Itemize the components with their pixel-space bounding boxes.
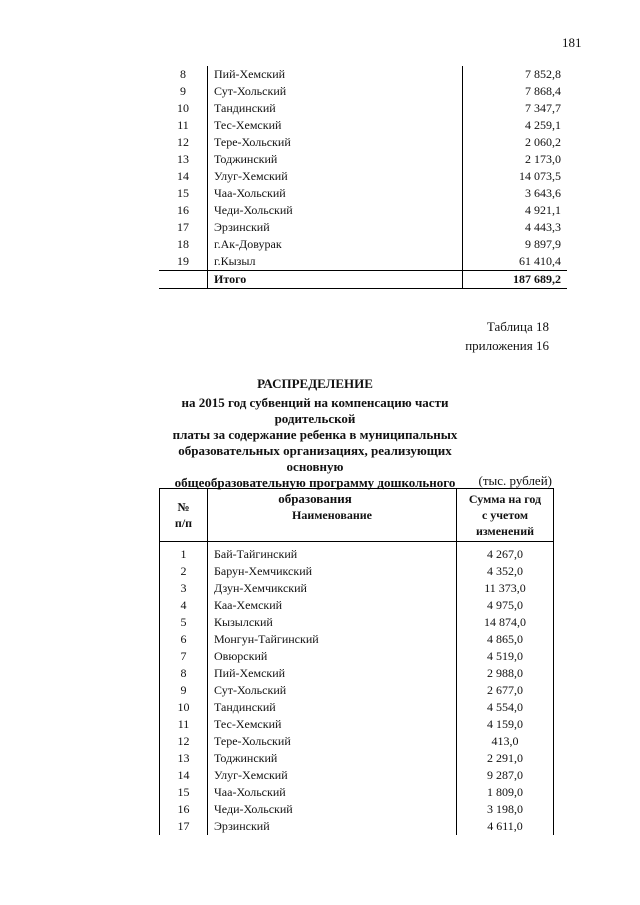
row-value: 9 897,9 — [525, 237, 561, 251]
table-reference-line2: приложения 16 — [465, 338, 549, 353]
total-row — [159, 271, 567, 289]
row-name: Эрзинский — [208, 219, 463, 236]
row-number: 2 — [160, 563, 208, 580]
row-value: 4 159,0 — [457, 716, 554, 733]
heading-title: РАСПРЕДЕЛЕНИЕ — [257, 376, 373, 391]
row-value: 7 852,8 — [525, 67, 561, 81]
row-value: 4 554,0 — [457, 699, 554, 716]
row-value: 9 287,0 — [457, 767, 554, 784]
heading-line: на 2015 год субвенций на компенсацию части родительской — [181, 395, 449, 426]
row-name: Барун-Хемчикский — [208, 563, 457, 580]
table-row — [160, 631, 554, 648]
row-value: 2 291,0 — [457, 750, 554, 767]
row-name: Чаа-Хольский — [208, 185, 463, 202]
row-name: Овюрский — [208, 648, 457, 665]
header-sum-line3: изменений — [475, 524, 535, 538]
row-value: 2 173,0 — [525, 152, 561, 166]
table-row — [160, 614, 554, 631]
row-name: Чеди-Хольский — [208, 801, 457, 818]
row-name: Тес-Хемский — [208, 716, 457, 733]
row-number: 18 — [159, 236, 208, 253]
table-row — [160, 597, 554, 614]
row-value: 2 677,0 — [457, 682, 554, 699]
heading-line: платы за содержание ребенка в муниципальных — [172, 427, 458, 442]
row-number: 6 — [160, 631, 208, 648]
row-number: 17 — [160, 818, 208, 835]
header-sum-line1: Сумма на год — [468, 492, 542, 506]
row-name: г.Ак-Довурак — [208, 236, 463, 253]
row-value: 14 874,0 — [457, 614, 554, 631]
heading-line: образовательных организациях, реализующих основную — [178, 443, 452, 474]
table-row — [159, 100, 567, 117]
row-number: 14 — [160, 767, 208, 784]
table-row — [160, 801, 554, 818]
table-row — [160, 733, 554, 750]
row-name: Тере-Хольский — [208, 733, 457, 750]
table-reference-line1: Таблица 18 — [486, 319, 549, 334]
table-row — [160, 665, 554, 682]
table-reference — [465, 317, 549, 355]
table-row — [159, 202, 567, 219]
row-number: 4 — [160, 597, 208, 614]
header-sum — [457, 489, 554, 542]
row-value: 4 921,1 — [525, 203, 561, 217]
row-name: Тандинский — [208, 699, 457, 716]
row-name: Улуг-Хемский — [208, 168, 463, 185]
row-number: 16 — [159, 202, 208, 219]
row-number: 12 — [159, 134, 208, 151]
row-value: 4 267,0 — [457, 542, 554, 564]
table-row — [160, 580, 554, 597]
heading-line: общеобразовательную программу дошкольного образования — [174, 475, 456, 506]
table-row — [159, 151, 567, 168]
row-number: 15 — [160, 784, 208, 801]
row-number: 11 — [159, 117, 208, 134]
row-number: 19 — [159, 253, 208, 271]
row-value: 14 073,5 — [519, 169, 561, 183]
units-label: (тыс. рублей) — [478, 473, 552, 488]
header-number-line2: п/п — [174, 516, 193, 530]
row-number: 8 — [159, 66, 208, 83]
table-row — [160, 750, 554, 767]
total-label: Итого — [208, 271, 463, 289]
table-row — [159, 253, 567, 271]
row-name: Дзун-Хемчикский — [208, 580, 457, 597]
row-name: Тес-Хемский — [208, 117, 463, 134]
table-row — [159, 117, 567, 134]
table-row — [160, 699, 554, 716]
row-value: 2 988,0 — [457, 665, 554, 682]
table-row — [160, 542, 554, 564]
total-number — [159, 271, 208, 289]
table-row — [160, 682, 554, 699]
row-value: 2 060,2 — [525, 135, 561, 149]
row-value: 4 352,0 — [457, 563, 554, 580]
row-name: Бай-Тайгинский — [208, 542, 457, 564]
row-number: 13 — [160, 750, 208, 767]
row-value: 1 809,0 — [457, 784, 554, 801]
row-number: 10 — [160, 699, 208, 716]
row-number: 16 — [160, 801, 208, 818]
table-row — [159, 83, 567, 100]
row-name: г.Кызыл — [208, 253, 463, 271]
row-name: Каа-Хемский — [208, 597, 457, 614]
table-row — [159, 66, 567, 83]
row-name: Эрзинский — [208, 818, 457, 835]
table-row — [159, 134, 567, 151]
row-name: Тоджинский — [208, 750, 457, 767]
continued-table — [159, 66, 567, 289]
header-number-line1: № — [177, 500, 190, 514]
row-name: Чеди-Хольский — [208, 202, 463, 219]
row-number: 15 — [159, 185, 208, 202]
header-name: Наименование — [208, 489, 457, 542]
table-row — [159, 236, 567, 253]
row-value: 7 347,7 — [525, 101, 561, 115]
row-number: 14 — [159, 168, 208, 185]
table-row — [159, 185, 567, 202]
row-number: 12 — [160, 733, 208, 750]
row-name: Тоджинский — [208, 151, 463, 168]
row-number: 7 — [160, 648, 208, 665]
row-number: 10 — [159, 100, 208, 117]
row-name: Чаа-Хольский — [208, 784, 457, 801]
table-row — [160, 716, 554, 733]
row-value: 4 259,1 — [525, 118, 561, 132]
row-name: Кызылский — [208, 614, 457, 631]
row-value: 4 611,0 — [457, 818, 554, 835]
table-row — [160, 818, 554, 835]
row-number: 11 — [160, 716, 208, 733]
row-value: 3 643,6 — [525, 186, 561, 200]
table-header-row — [160, 489, 554, 542]
row-number: 3 — [160, 580, 208, 597]
total-value: 187 689,2 — [463, 271, 568, 289]
row-value: 3 198,0 — [457, 801, 554, 818]
page-number: 181 — [562, 35, 582, 50]
distribution-table — [159, 488, 554, 835]
row-value: 4 865,0 — [457, 631, 554, 648]
row-number: 17 — [159, 219, 208, 236]
row-value: 4 975,0 — [457, 597, 554, 614]
row-number: 5 — [160, 614, 208, 631]
row-value: 413,0 — [457, 733, 554, 750]
row-name: Монгун-Тайгинский — [208, 631, 457, 648]
row-name: Тандинский — [208, 100, 463, 117]
row-value: 11 373,0 — [457, 580, 554, 597]
row-value: 7 868,4 — [525, 84, 561, 98]
row-number: 13 — [159, 151, 208, 168]
continued-table-body — [159, 66, 567, 289]
row-name: Тере-Хольский — [208, 134, 463, 151]
row-name: Улуг-Хемский — [208, 767, 457, 784]
table-row — [160, 648, 554, 665]
row-value: 4 519,0 — [457, 648, 554, 665]
table-row — [160, 767, 554, 784]
table-row — [159, 168, 567, 185]
row-value: 4 443,3 — [525, 220, 561, 234]
table-row — [160, 563, 554, 580]
header-sum-line2: с учетом — [481, 508, 529, 522]
header-number — [160, 489, 208, 542]
row-number: 1 — [160, 542, 208, 564]
table-row — [159, 219, 567, 236]
row-name: Пий-Хемский — [208, 66, 463, 83]
row-name: Сут-Хольский — [208, 83, 463, 100]
row-name: Пий-Хемский — [208, 665, 457, 682]
row-number: 8 — [160, 665, 208, 682]
row-number: 9 — [160, 682, 208, 699]
row-value: 61 410,4 — [519, 254, 561, 268]
table-row — [160, 784, 554, 801]
distribution-table-body — [160, 542, 554, 836]
row-number: 9 — [159, 83, 208, 100]
row-name: Сут-Хольский — [208, 682, 457, 699]
